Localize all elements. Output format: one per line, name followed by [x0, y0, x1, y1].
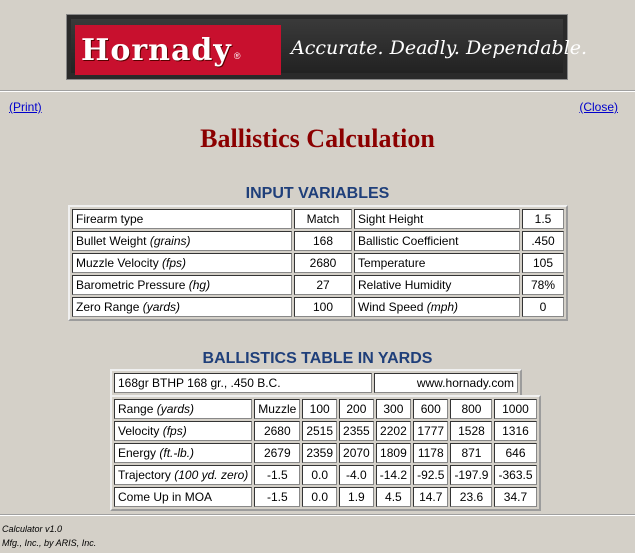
input-value: [522, 297, 564, 317]
table-cell: 1.9: [339, 487, 374, 507]
input-value: [294, 275, 352, 295]
table-cell: -1.5: [254, 487, 300, 507]
input-label-text: Wind Speed: [358, 300, 424, 314]
row-label-unit: (fps): [162, 424, 187, 438]
input-value: [294, 297, 352, 317]
input-value-text: Match: [306, 212, 340, 226]
input-row: [72, 231, 564, 251]
table-cell: 800: [450, 399, 492, 419]
input-label-text: Ballistic Coefficient: [358, 234, 459, 248]
table-cell: Muzzle: [254, 399, 300, 419]
footer-version: Calculator v1.0: [2, 524, 63, 534]
input-value: [294, 253, 352, 273]
hornady-logo: [75, 25, 281, 75]
input-value-text: 78%: [530, 278, 556, 292]
table-cell: 34.7: [494, 487, 536, 507]
input-label: [72, 297, 292, 317]
input-label-text: Firearm type: [76, 212, 144, 226]
table-cell: 300: [376, 399, 411, 419]
input-label-text: Sight Height: [358, 212, 424, 226]
table-cell: -363.5: [494, 465, 536, 485]
row-label: [114, 421, 252, 441]
input-label-unit: (hg): [188, 278, 211, 292]
bottom-divider: [0, 514, 635, 516]
input-value-text: 100: [312, 300, 334, 314]
input-label: [72, 209, 292, 229]
table-cell: 1316: [494, 421, 536, 441]
top-divider: [0, 90, 635, 92]
input-label-text: Muzzle Velocity: [76, 256, 159, 270]
bullet-description: 168gr BTHP 168 gr., .450 B.C.: [114, 373, 372, 393]
input-label: [354, 297, 520, 317]
input-value-text: 168: [312, 234, 334, 248]
table-cell: 4.5: [376, 487, 411, 507]
banner-slogan: Accurate. Deadly. Dependable.: [291, 37, 588, 59]
footer-credits: Mfg., Inc., by ARIS, Inc.: [2, 538, 97, 548]
table-cell: 100: [302, 399, 337, 419]
table-cell: -92.5: [413, 465, 448, 485]
input-label: [72, 275, 292, 295]
input-value-text: 2680: [309, 256, 337, 270]
table-cell: 23.6: [450, 487, 492, 507]
table-cell: 2515: [302, 421, 337, 441]
row-label-unit: (yards): [156, 402, 195, 416]
input-row: [72, 275, 564, 295]
website-text: www.hornady.com: [374, 373, 518, 393]
input-label: [72, 253, 292, 273]
page-title: Ballistics Calculation: [200, 124, 435, 153]
input-label: [354, 209, 520, 229]
input-variables-heading: INPUT VARIABLES: [245, 185, 390, 202]
table-cell: 1528: [450, 421, 492, 441]
table-cell: 2679: [254, 443, 300, 463]
input-label-unit: (mph): [426, 300, 459, 314]
table-cell: -4.0: [339, 465, 374, 485]
table-cell: 2680: [254, 421, 300, 441]
row-label: [114, 399, 252, 419]
hornady-banner: [66, 14, 588, 80]
input-row: [72, 209, 564, 229]
ballistics-table: [110, 395, 541, 511]
close-link[interactable]: (Close): [579, 100, 618, 114]
input-value: [294, 209, 352, 229]
table-cell: 14.7: [413, 487, 448, 507]
table-header-row: [114, 399, 537, 419]
input-label-text: Zero Range: [76, 300, 140, 314]
table-cell: 1809: [376, 443, 411, 463]
input-label-text: Barometric Pressure: [76, 278, 186, 292]
input-value-text: 105: [532, 256, 554, 270]
row-label-text: Come Up in MOA: [118, 490, 213, 504]
input-row: [72, 253, 564, 273]
input-value-text: .450: [531, 234, 555, 248]
table-cell: 2359: [302, 443, 337, 463]
table-row: [114, 487, 537, 507]
input-row: [72, 297, 564, 317]
input-label-unit: (fps): [162, 256, 187, 270]
table-cell: 871: [450, 443, 492, 463]
row-label: [114, 487, 252, 507]
table-cell: 200: [339, 399, 374, 419]
input-value: [522, 275, 564, 295]
banner-background: [71, 19, 588, 73]
row-label-text: Trajectory: [118, 468, 171, 482]
input-value: [522, 231, 564, 251]
input-value: [294, 231, 352, 251]
table-cell: 1777: [413, 421, 448, 441]
row-label: [114, 465, 252, 485]
input-label: [354, 275, 520, 295]
input-label-text: Relative Humidity: [358, 278, 452, 292]
print-link[interactable]: (Print): [9, 100, 42, 114]
input-label-unit: (grains): [149, 234, 191, 248]
ballistics-table-heading: BALLISTICS TABLE IN YARDS: [202, 350, 433, 367]
row-label-text: Velocity: [118, 424, 160, 438]
logo-registered-mark: ®: [233, 51, 241, 61]
table-row: [114, 443, 537, 463]
input-label: [354, 231, 520, 251]
row-label-text: Range: [118, 402, 154, 416]
table-cell: 0.0: [302, 465, 337, 485]
table-cell: 2202: [376, 421, 411, 441]
row-label-text: Energy: [118, 446, 157, 460]
input-variables-table: [68, 205, 568, 321]
table-row: [114, 421, 537, 441]
table-cell: 1000: [494, 399, 536, 419]
table-cell: 646: [494, 443, 536, 463]
row-label-unit: (100 yd. zero): [174, 468, 249, 482]
input-label-text: Bullet Weight: [76, 234, 147, 248]
table-cell: -197.9: [450, 465, 492, 485]
row-label-unit: (ft.-lb.): [159, 446, 195, 460]
table-cell: 600: [413, 399, 448, 419]
logo-text: Hornady: [81, 32, 232, 68]
table-cell: 2070: [339, 443, 374, 463]
input-value-text: 27: [316, 278, 330, 292]
row-label: [114, 443, 252, 463]
table-cell: 0.0: [302, 487, 337, 507]
input-value: [522, 209, 564, 229]
input-value-text: 0: [539, 300, 547, 314]
input-value-text: 1.5: [534, 212, 552, 226]
input-label: [354, 253, 520, 273]
bullet-info-table: [110, 369, 522, 397]
input-label-text: Temperature: [358, 256, 426, 270]
table-cell: 1178: [413, 443, 448, 463]
table-cell: -1.5: [254, 465, 300, 485]
table-cell: -14.2: [376, 465, 411, 485]
input-value: [522, 253, 564, 273]
table-row: [114, 465, 537, 485]
input-label: [72, 231, 292, 251]
input-label-unit: (yards): [142, 300, 181, 314]
table-cell: 2355: [339, 421, 374, 441]
